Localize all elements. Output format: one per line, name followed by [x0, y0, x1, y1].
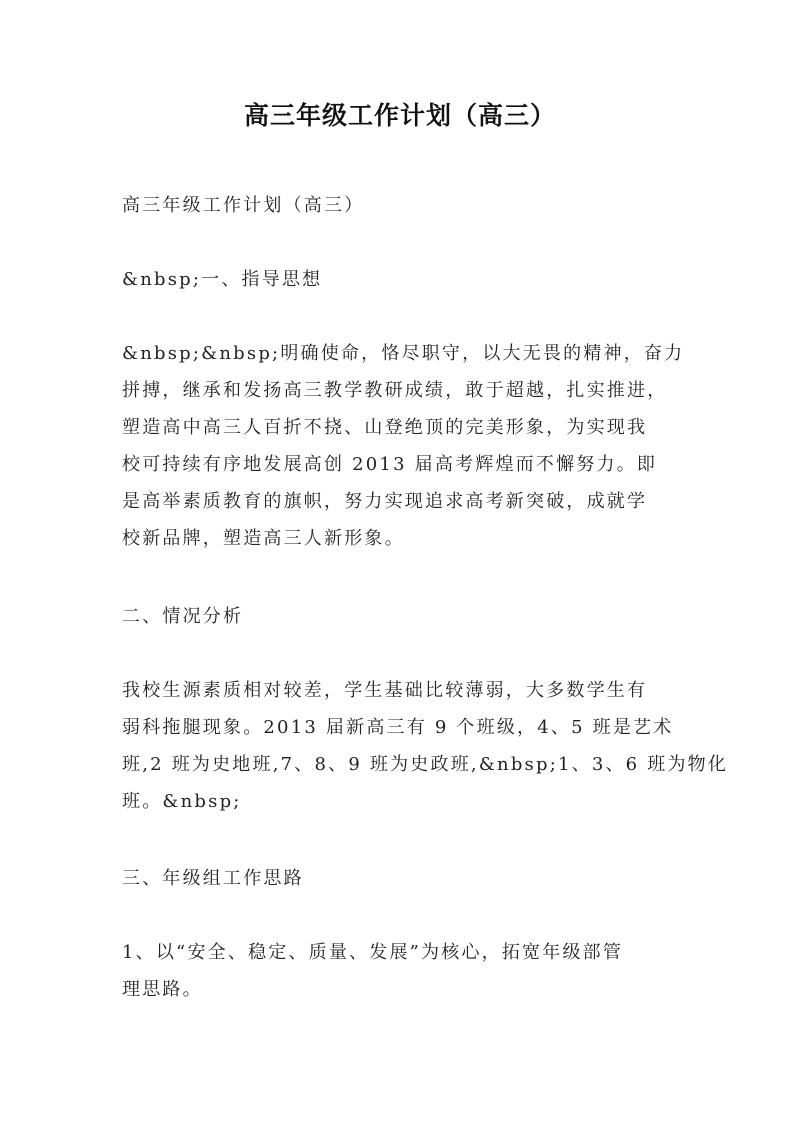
paragraph-work-approach — [122, 934, 682, 1008]
section-heading-guiding-ideology: &nbsp;一、指导思想 — [122, 269, 323, 290]
paragraph-situation-analysis — [122, 672, 729, 820]
paragraph-line: &nbsp;&nbsp;明确使命，恪尽职守，以大无畏的精神，奋力 — [122, 343, 685, 364]
paragraph-line: 塑造高中高三人百折不挠、山登绝顶的完美形象，为实现我 — [122, 417, 648, 438]
paragraph-line: 我校生源素质相对较差，学生基础比较薄弱，大多数学生有 — [122, 680, 648, 701]
paragraph-line: 班。&nbsp; — [122, 791, 242, 812]
paragraph-line: 弱科拖腿现象。2013 届新高三有 9 个班级，4、5 班是艺术 — [122, 717, 674, 738]
paragraph-guiding-ideology — [122, 335, 685, 557]
section-heading-situation-analysis: 二、情况分析 — [122, 606, 244, 627]
paragraph-line: 是高举素质教育的旗帜，努力实现追求高考新突破，成就学 — [122, 491, 648, 512]
section-heading-work-approach: 三、年级组工作思路 — [122, 868, 304, 889]
paragraph-line: 校可持续有序地发展高创 2013 届高考辉煌而不懈努力。即 — [122, 454, 658, 475]
paragraph-line: 班,2 班为史地班,7、8、9 班为史政班,&nbsp;1、3、6 班为物化 — [122, 754, 729, 775]
paragraph-line: 校新品牌，塑造高三人新形象。 — [122, 528, 405, 549]
document-title: 高三年级工作计划（高三） — [243, 101, 556, 130]
paragraph-line: 理思路。 — [122, 979, 203, 1000]
paragraph-line: 拼搏，继承和发扬高三教学教研成绩，敢于超越，扎实推进， — [122, 380, 668, 401]
document-subtitle: 高三年级工作计划（高三） — [122, 195, 365, 216]
paragraph-line: 1、以“安全、稳定、质量、发展”为核心，拓宽年级部管 — [122, 942, 624, 963]
